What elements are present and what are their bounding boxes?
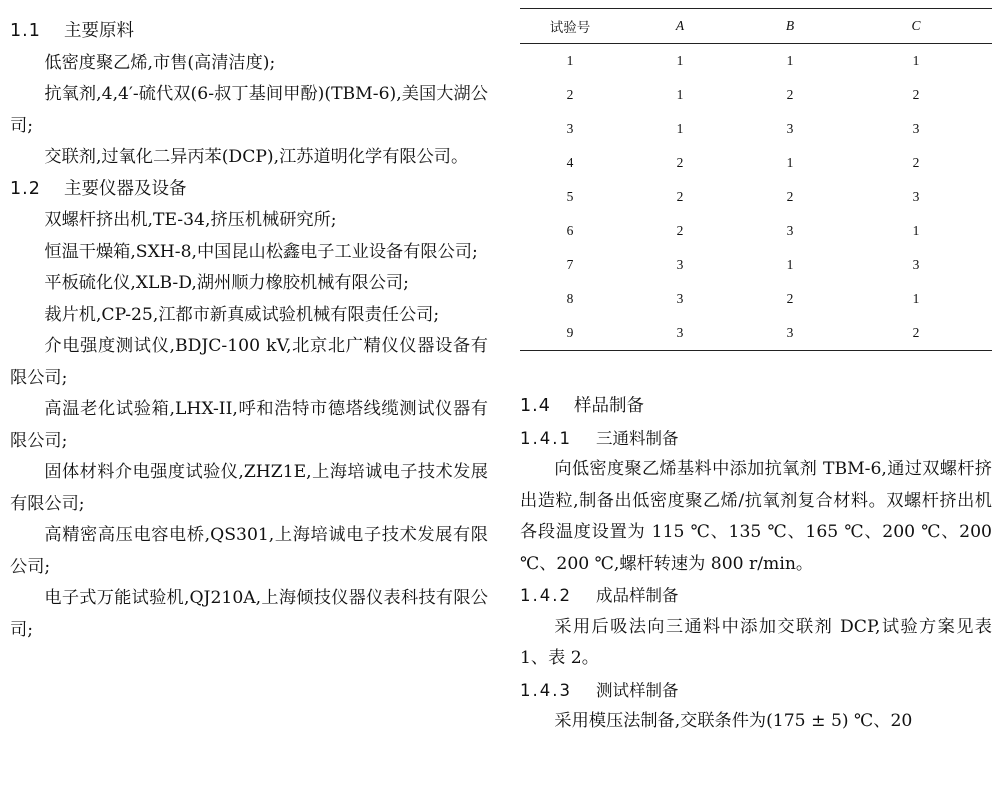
table-cell: 2	[786, 87, 794, 102]
orthogonal-design-table	[520, 8, 992, 351]
equipment-extruder: 双螺杆挤出机,TE-34,挤压机械研究所;	[44, 210, 337, 230]
table-cell: 3	[786, 121, 794, 136]
section-heading-1-4	[520, 391, 992, 423]
table-cell: 4	[566, 155, 574, 170]
table-cell: 5	[566, 189, 574, 204]
header-trial-number: 试验号	[549, 20, 591, 35]
table-cell: 3	[676, 291, 684, 306]
table-cell: 7	[566, 257, 574, 272]
material-antioxidant: 抗氧剂,4,4′-硫代双(6-叔丁基间甲酚)(TBM-6),美国大湖公司;	[10, 84, 488, 136]
header-factor-a: A	[675, 18, 685, 33]
table-cell: 1	[912, 223, 920, 238]
subsection-number: 1.4.3	[520, 680, 572, 700]
table-cell: 2	[912, 155, 920, 170]
section-title: 主要仪器及设备	[64, 178, 187, 199]
table-cell: 2	[786, 189, 794, 204]
table-cell: 1	[676, 87, 684, 102]
subsection-number: 1.4.1	[520, 428, 572, 448]
right-column	[520, 8, 992, 738]
table-cell: 2	[676, 189, 684, 204]
left-column	[10, 16, 488, 646]
section-title: 样品制备	[574, 396, 644, 416]
table-row	[520, 316, 992, 351]
paragraph-compounding: 向低密度聚乙烯基料中添加抗氧剂 TBM-6,通过双螺杆挤出造粒,制备出低密度聚乙烯/抗氧剂复合材料。双螺杆挤出机各段温度设置为 115 ℃、135 ℃、165 ℃、200 ℃、200 ℃、200 ℃,螺杆转速为 800 r/min。	[520, 459, 992, 574]
table-cell: 3	[676, 257, 684, 272]
paragraph-test-sample: 采用模压法制备,交联条件为(175 ± 5) ℃、20	[554, 711, 913, 731]
table-cell: 3	[912, 121, 920, 136]
subsection-heading-1-4-1	[520, 423, 992, 455]
table-cell: 3	[566, 121, 574, 136]
table-cell: 3	[786, 325, 794, 340]
table-row	[520, 282, 992, 316]
table-cell: 1	[676, 121, 684, 136]
table-cell: 1	[912, 53, 920, 68]
table-body	[520, 44, 992, 351]
table-cell: 6	[566, 223, 574, 238]
subsection-title: 三通料制备	[596, 428, 679, 448]
table-row	[520, 78, 992, 112]
table-cell: 2	[676, 223, 684, 238]
table-row	[520, 214, 992, 248]
table-cell: 2	[676, 155, 684, 170]
equipment-universal-tester: 电子式万能试验机,QJ210A,上海倾技仪器仪表科技有限公司;	[10, 588, 488, 640]
equipment-dielectric-tester: 介电强度测试仪,BDJC-100 kV,北京北广精仪仪器设备有限公司;	[10, 336, 488, 388]
table-cell: 9	[566, 325, 574, 340]
section-heading-1-1	[10, 16, 488, 48]
table-row	[520, 146, 992, 180]
equipment-breakdown-tester: 固体材料介电强度试验仪,ZHZ1E,上海培诚电子技术发展有限公司;	[10, 462, 488, 514]
table-cell: 2	[912, 325, 920, 340]
equipment-aging-chamber: 高温老化试验箱,LHX-II,呼和浩特市德塔线缆测试仪器有限公司;	[10, 399, 488, 451]
table-header-row	[520, 9, 992, 44]
subsection-heading-1-4-3	[520, 675, 992, 707]
table-cell: 3	[912, 189, 920, 204]
equipment-capacitance-bridge: 高精密高压电容电桥,QS301,上海培诚电子技术发展有限公司;	[10, 525, 488, 577]
table-row	[520, 112, 992, 146]
section-heading-1-2	[10, 174, 488, 206]
equipment-cutter: 裁片机,CP-25,江都市新真威试验机械有限责任公司;	[44, 304, 440, 325]
table-cell: 8	[566, 291, 574, 306]
subsection-title: 测试样制备	[596, 680, 679, 700]
table-cell: 3	[786, 223, 794, 238]
subsection-number: 1.4.2	[520, 586, 572, 605]
table-cell: 1	[786, 257, 794, 272]
section-number: 1.4	[520, 396, 551, 416]
table-cell: 1	[676, 53, 684, 68]
table-cell: 3	[912, 257, 920, 272]
table-cell: 2	[786, 291, 794, 306]
equipment-vulcanizer: 平板硫化仪,XLB-D,湖州顺力橡胶机械有限公司;	[44, 273, 409, 293]
table-row	[520, 248, 992, 282]
table-cell: 1	[786, 155, 794, 170]
section-number: 1.1	[10, 21, 41, 41]
section-title: 主要原料	[64, 21, 134, 41]
table-row	[520, 180, 992, 214]
header-factor-c: C	[911, 18, 921, 33]
table-cell: 1	[912, 291, 920, 306]
table-cell: 1	[566, 53, 574, 68]
material-crosslinker: 交联剂,过氧化二异丙苯(DCP),江苏道明化学有限公司。	[44, 147, 469, 167]
material-ldpe: 低密度聚乙烯,市售(高清洁度);	[44, 52, 276, 73]
subsection-heading-1-4-2	[520, 580, 992, 612]
section-number: 1.2	[10, 178, 41, 199]
table-cell: 2	[566, 87, 574, 102]
table-cell: 2	[912, 87, 920, 102]
paragraph-finished-sample: 采用后吸法向三通料中添加交联剂 DCP,试验方案见表 1、表 2。	[520, 616, 992, 668]
table-cell: 3	[676, 325, 684, 340]
equipment-drying-oven: 恒温干燥箱,SXH-8,中国昆山松鑫电子工业设备有限公司;	[44, 241, 478, 262]
header-factor-b: B	[785, 18, 795, 33]
subsection-title: 成品样制备	[596, 586, 679, 605]
table-row	[520, 44, 992, 79]
table-cell: 1	[786, 53, 794, 68]
